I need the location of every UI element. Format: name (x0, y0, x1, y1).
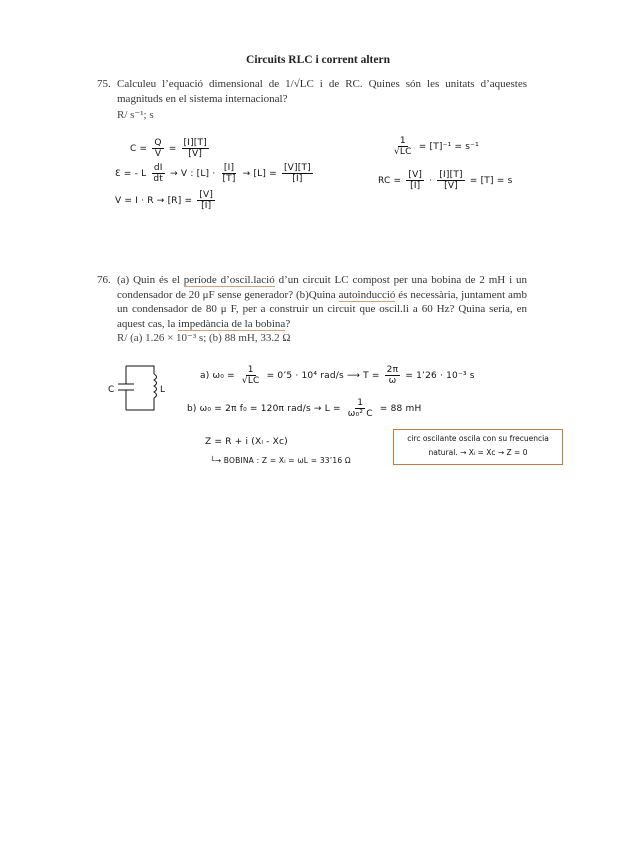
hw-rc-eq: RC = $\frac{[V]}{[I]}$ · $\frac{[I][T]}{[V]}$ = [T] = s (378, 170, 513, 191)
hw-part-a: a) ω₀ = $\frac{1}{√LC}$ = 0’5 · 10⁴ rad/s ⟶ T = $\frac{2\pi}{\omega}$ = 1’26 · 10⁻³ s (200, 365, 475, 386)
problem-75 (97, 77, 527, 106)
note-line: circ oscilante oscila con su frecuencia (407, 434, 549, 443)
hw-coil-impedance: └→ BOBINA : Z = Xₗ = ωL = 33’16 Ω (210, 456, 351, 465)
lc-circuit-diagram (108, 360, 168, 420)
answer-75: R/ s⁻¹; s (117, 109, 154, 121)
problem-number: 75. (97, 78, 111, 90)
inductor-label: L (160, 385, 166, 395)
hw-inductance-eq: Ɛ = - L $\frac{dI}{dt}$ → V : [L] · $\frac{[I]}{[T]}$ → [L] = $\frac{[V][T]}{[I]}$ (115, 163, 311, 184)
hw-impedance-eq: Z = R + i (Xₗ - Xᴄ) (205, 437, 288, 447)
hw-resistance-eq: V = I · R → [R] = $\frac{[V]}{[I]}$ (115, 190, 214, 211)
underline-impedance: impedància de la bobina (178, 317, 286, 330)
problem-76 (97, 273, 527, 331)
answer-76: R/ (a) 1.26 × 10⁻³ s; (b) 88 mH, 33.2 Ω (117, 332, 291, 344)
underline-period: període d’oscil.lació (183, 274, 275, 286)
problem-statement: (a) Quin és el període d’oscil.lació d’un circuit LC compost per una bobina de 2 mH i un condensador de 20 μF sense generador? (b)Quina autoinducció és necessària, juntament amb un condensador de 80 μ F, per a construir un circuit que oscil.li a 60 Hz? Quina seria, en aquest cas, la impedància de la bobina? (117, 274, 527, 330)
capacitor-label: C (108, 385, 115, 395)
problem-statement: Calculeu l’equació dimensional de 1/√LC i de RC. Quines són les unitats d’aquestes magnituds en el sistema internacional? (117, 78, 527, 105)
underline-self-inductance: autoinducció (338, 288, 396, 301)
page-title: Circuits RLC i corrent altern (246, 54, 390, 66)
hw-capacitance-eq: C = $\frac{Q}{V}$ = $\frac{[I][T]}{[V]}$ (130, 138, 207, 159)
hw-inverse-sqrt-lc: $\frac{1}{√LC}$ = [T]⁻¹ = s⁻¹ (394, 136, 479, 157)
hw-part-b: b) ω₀ = 2π f₀ = 120π rad/s → L = $\frac{1}{\text{ω₀² C}}$ = 88 mH (187, 398, 422, 419)
note-line: natural. → Xₗ = Xᴄ → Z = 0 (428, 448, 528, 457)
margin-note-box (393, 429, 563, 465)
problem-number: 76. (97, 274, 111, 286)
